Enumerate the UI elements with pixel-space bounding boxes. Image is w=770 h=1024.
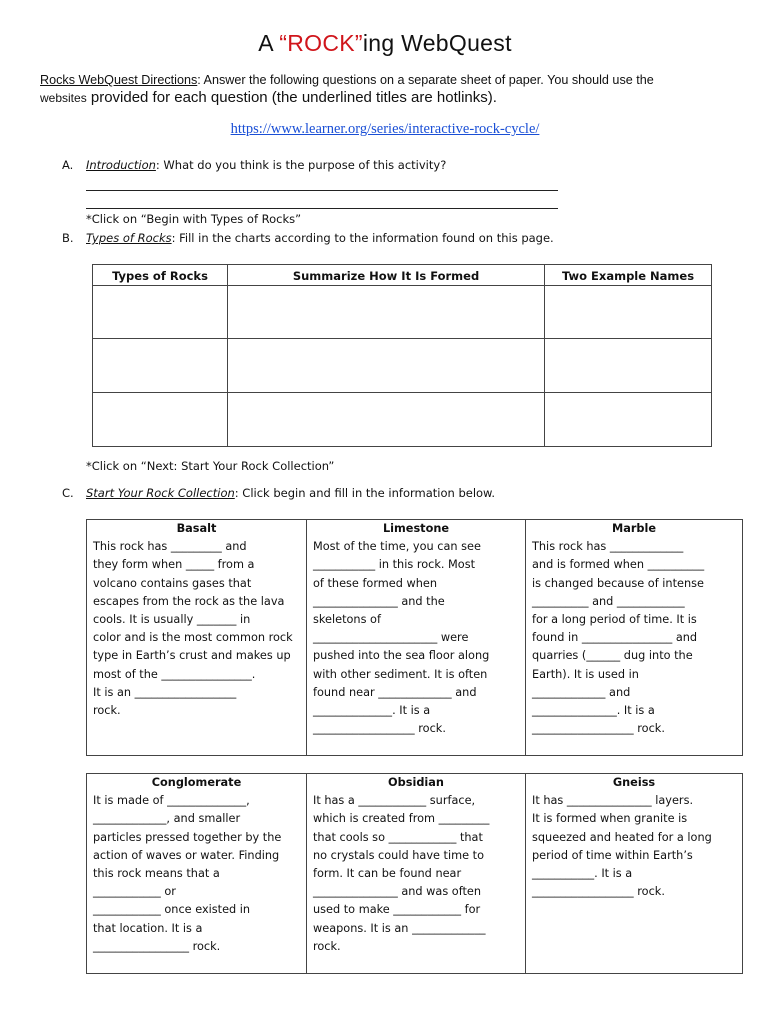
section-c-letter: C. — [62, 486, 74, 500]
rock-text-line: most of the ________________. — [93, 667, 256, 681]
page-title: A “ROCK”ing WebQuest — [258, 30, 512, 56]
answer-line-2[interactable] — [86, 208, 558, 209]
rock-name: Obsidian — [388, 776, 444, 789]
rock-name: Limestone — [382, 522, 450, 535]
rock-text-line: ____________ or — [93, 885, 176, 899]
rock-text-line: This rock has _________ and — [93, 540, 247, 554]
rock-text-line: of these formed when — [313, 576, 438, 590]
rock-text-line: __________________ rock. — [313, 722, 446, 736]
table-cell[interactable] — [228, 393, 545, 447]
rock-name: Conglomerate — [151, 776, 242, 789]
rock-text-line: __________________ rock. — [532, 722, 665, 736]
table-cell[interactable] — [545, 339, 712, 393]
directions: Rocks WebQuest Directions: Answer the following questions on a separate sheet of paper. You should use the websites provided for each question (the underlined titles are hotlinks). — [40, 73, 654, 106]
table-cell[interactable] — [545, 393, 712, 447]
rock-text-line: _______________ and the — [313, 594, 445, 608]
rock-text-line: ___________ in this rock. Most — [313, 558, 476, 572]
rock-cell-basalt — [87, 520, 307, 756]
rock-text-line: period of time within Earth’s — [532, 848, 693, 862]
table-cell[interactable] — [228, 286, 545, 339]
rock-collection-link[interactable]: Start Your Rock Collection — [86, 486, 235, 500]
rock-name: Gneiss — [612, 776, 656, 789]
rock-text-line: rock. — [93, 704, 121, 718]
table-cell[interactable] — [93, 286, 228, 339]
rock-text-line: escapes from the rock as the lava — [93, 594, 285, 608]
section-b-letter: B. — [62, 231, 74, 245]
section-c-question: Start Your Rock Collection: Click begin and fill in the information below. — [86, 486, 496, 500]
rock-text-line: weapons. It is an _____________ — [313, 921, 486, 935]
rock-text-line: _________________ rock. — [93, 939, 221, 953]
rock-text-line: It is an __________________ — [93, 685, 237, 699]
header-types: Types of Rocks — [93, 265, 228, 286]
rock-collection-table-2 — [86, 773, 743, 974]
rock-text-line: _____________ and — [532, 685, 631, 699]
rock-text-line: skeletons of — [313, 613, 381, 627]
rock-collection-table-1 — [86, 519, 743, 756]
rock-text-line: ____________ once existed in — [93, 903, 251, 917]
section-a-instruction: *Click on “Begin with Types of Rocks” — [86, 212, 302, 226]
table-cell[interactable] — [545, 286, 712, 339]
answer-line-1[interactable] — [86, 190, 558, 191]
rock-text-line: volcano contains gases that — [93, 576, 252, 590]
rock-text-line: Most of the time, you can see — [313, 540, 481, 554]
rock-text-line: is changed because of intense — [532, 576, 704, 590]
table-cell[interactable] — [93, 393, 228, 447]
types-of-rocks-link[interactable]: Types of Rocks — [86, 231, 172, 245]
section-a-letter: A. — [62, 158, 74, 172]
header-formed: Summarize How It Is Formed — [228, 265, 545, 286]
rock-cycle-link[interactable]: https://www.learner.org/series/interactive-rock-cycle/ — [230, 121, 540, 137]
rock-text-line: which is created from _________ — [313, 812, 490, 826]
rock-text-line: squeezed and heated for a long — [532, 830, 712, 844]
rock-text-line: color and is the most common rock — [93, 631, 293, 645]
rock-text-line: _______________ and was often — [313, 885, 482, 899]
header-examples: Two Example Names — [545, 265, 712, 286]
rock-text-line: and is formed when __________ — [532, 558, 705, 572]
section-a-question: Introduction: What do you think is the purpose of this activity? — [86, 158, 447, 172]
rock-name: Marble — [611, 522, 657, 535]
rock-text-line: for a long period of time. It is — [532, 613, 697, 627]
rock-text-line: ______________. It is a — [313, 704, 431, 718]
rock-text-line: pushed into the sea floor along — [313, 649, 490, 663]
rock-text-line: no crystals could have time to — [313, 848, 485, 862]
table-cell[interactable] — [93, 339, 228, 393]
rock-text-line: _______________. It is a — [532, 704, 655, 718]
rock-text-line: This rock has _____________ — [532, 540, 684, 554]
section-b-instruction: *Click on “Next: Start Your Rock Collection” — [86, 459, 335, 473]
rock-text-line: that location. It is a — [93, 921, 203, 935]
rock-text-line: It is made of ______________, — [93, 794, 250, 808]
rock-text-line: form. It can be found near — [313, 867, 462, 881]
rock-cell-obsidian — [307, 774, 526, 974]
rock-text-line: _____________, and smaller — [93, 812, 241, 826]
table-cell[interactable] — [228, 339, 545, 393]
rock-text-line: rock. — [313, 939, 341, 953]
section-b-question: Types of Rocks: Fill in the charts according to the information found on this page. — [86, 231, 554, 245]
rock-text-line: they form when _____ from a — [93, 558, 255, 572]
rock-text-line: quarries (______ dug into the — [532, 649, 693, 663]
rock-text-line: It has _______________ layers. — [532, 794, 694, 808]
rock-text-line: ______________________ were — [313, 631, 469, 645]
rock-text-line: used to make ____________ for — [313, 903, 481, 917]
types-of-rocks-table — [92, 264, 712, 447]
rock-text-line: ___________. It is a — [532, 867, 633, 881]
rock-text-line: found near _____________ and — [313, 685, 477, 699]
rock-cell-marble — [526, 520, 743, 756]
introduction-link[interactable]: Introduction — [86, 158, 156, 172]
rock-text-line: __________ and ____________ — [532, 594, 685, 608]
rock-text-line: __________________ rock. — [532, 885, 665, 899]
rock-name: Basalt — [176, 522, 217, 535]
directions-label: Rocks WebQuest Directions — [40, 73, 198, 87]
rock-text-line: particles pressed together by the — [93, 830, 282, 844]
rock-text-line: this rock means that a — [93, 867, 220, 881]
rock-text-line: Earth). It is used in — [532, 667, 639, 681]
rock-text-line: cools. It is usually _______ in — [93, 613, 251, 627]
rock-text-line: type in Earth’s crust and makes up — [93, 649, 291, 663]
rock-cell-gneiss — [526, 774, 743, 974]
rock-text-line: with other sediment. It is often — [313, 667, 488, 681]
rock-text-line: action of waves or water. Finding — [93, 848, 280, 862]
rock-text-line: It is formed when granite is — [532, 812, 688, 826]
rock-text-line: that cools so ____________ that — [313, 830, 483, 844]
title-highlight: “ROCK” — [279, 30, 363, 56]
rock-cell-conglomerate — [87, 774, 307, 974]
rock-cell-limestone — [307, 520, 526, 756]
rock-text-line: It has a ____________ surface, — [313, 794, 476, 808]
rock-text-line: found in ________________ and — [532, 631, 698, 645]
